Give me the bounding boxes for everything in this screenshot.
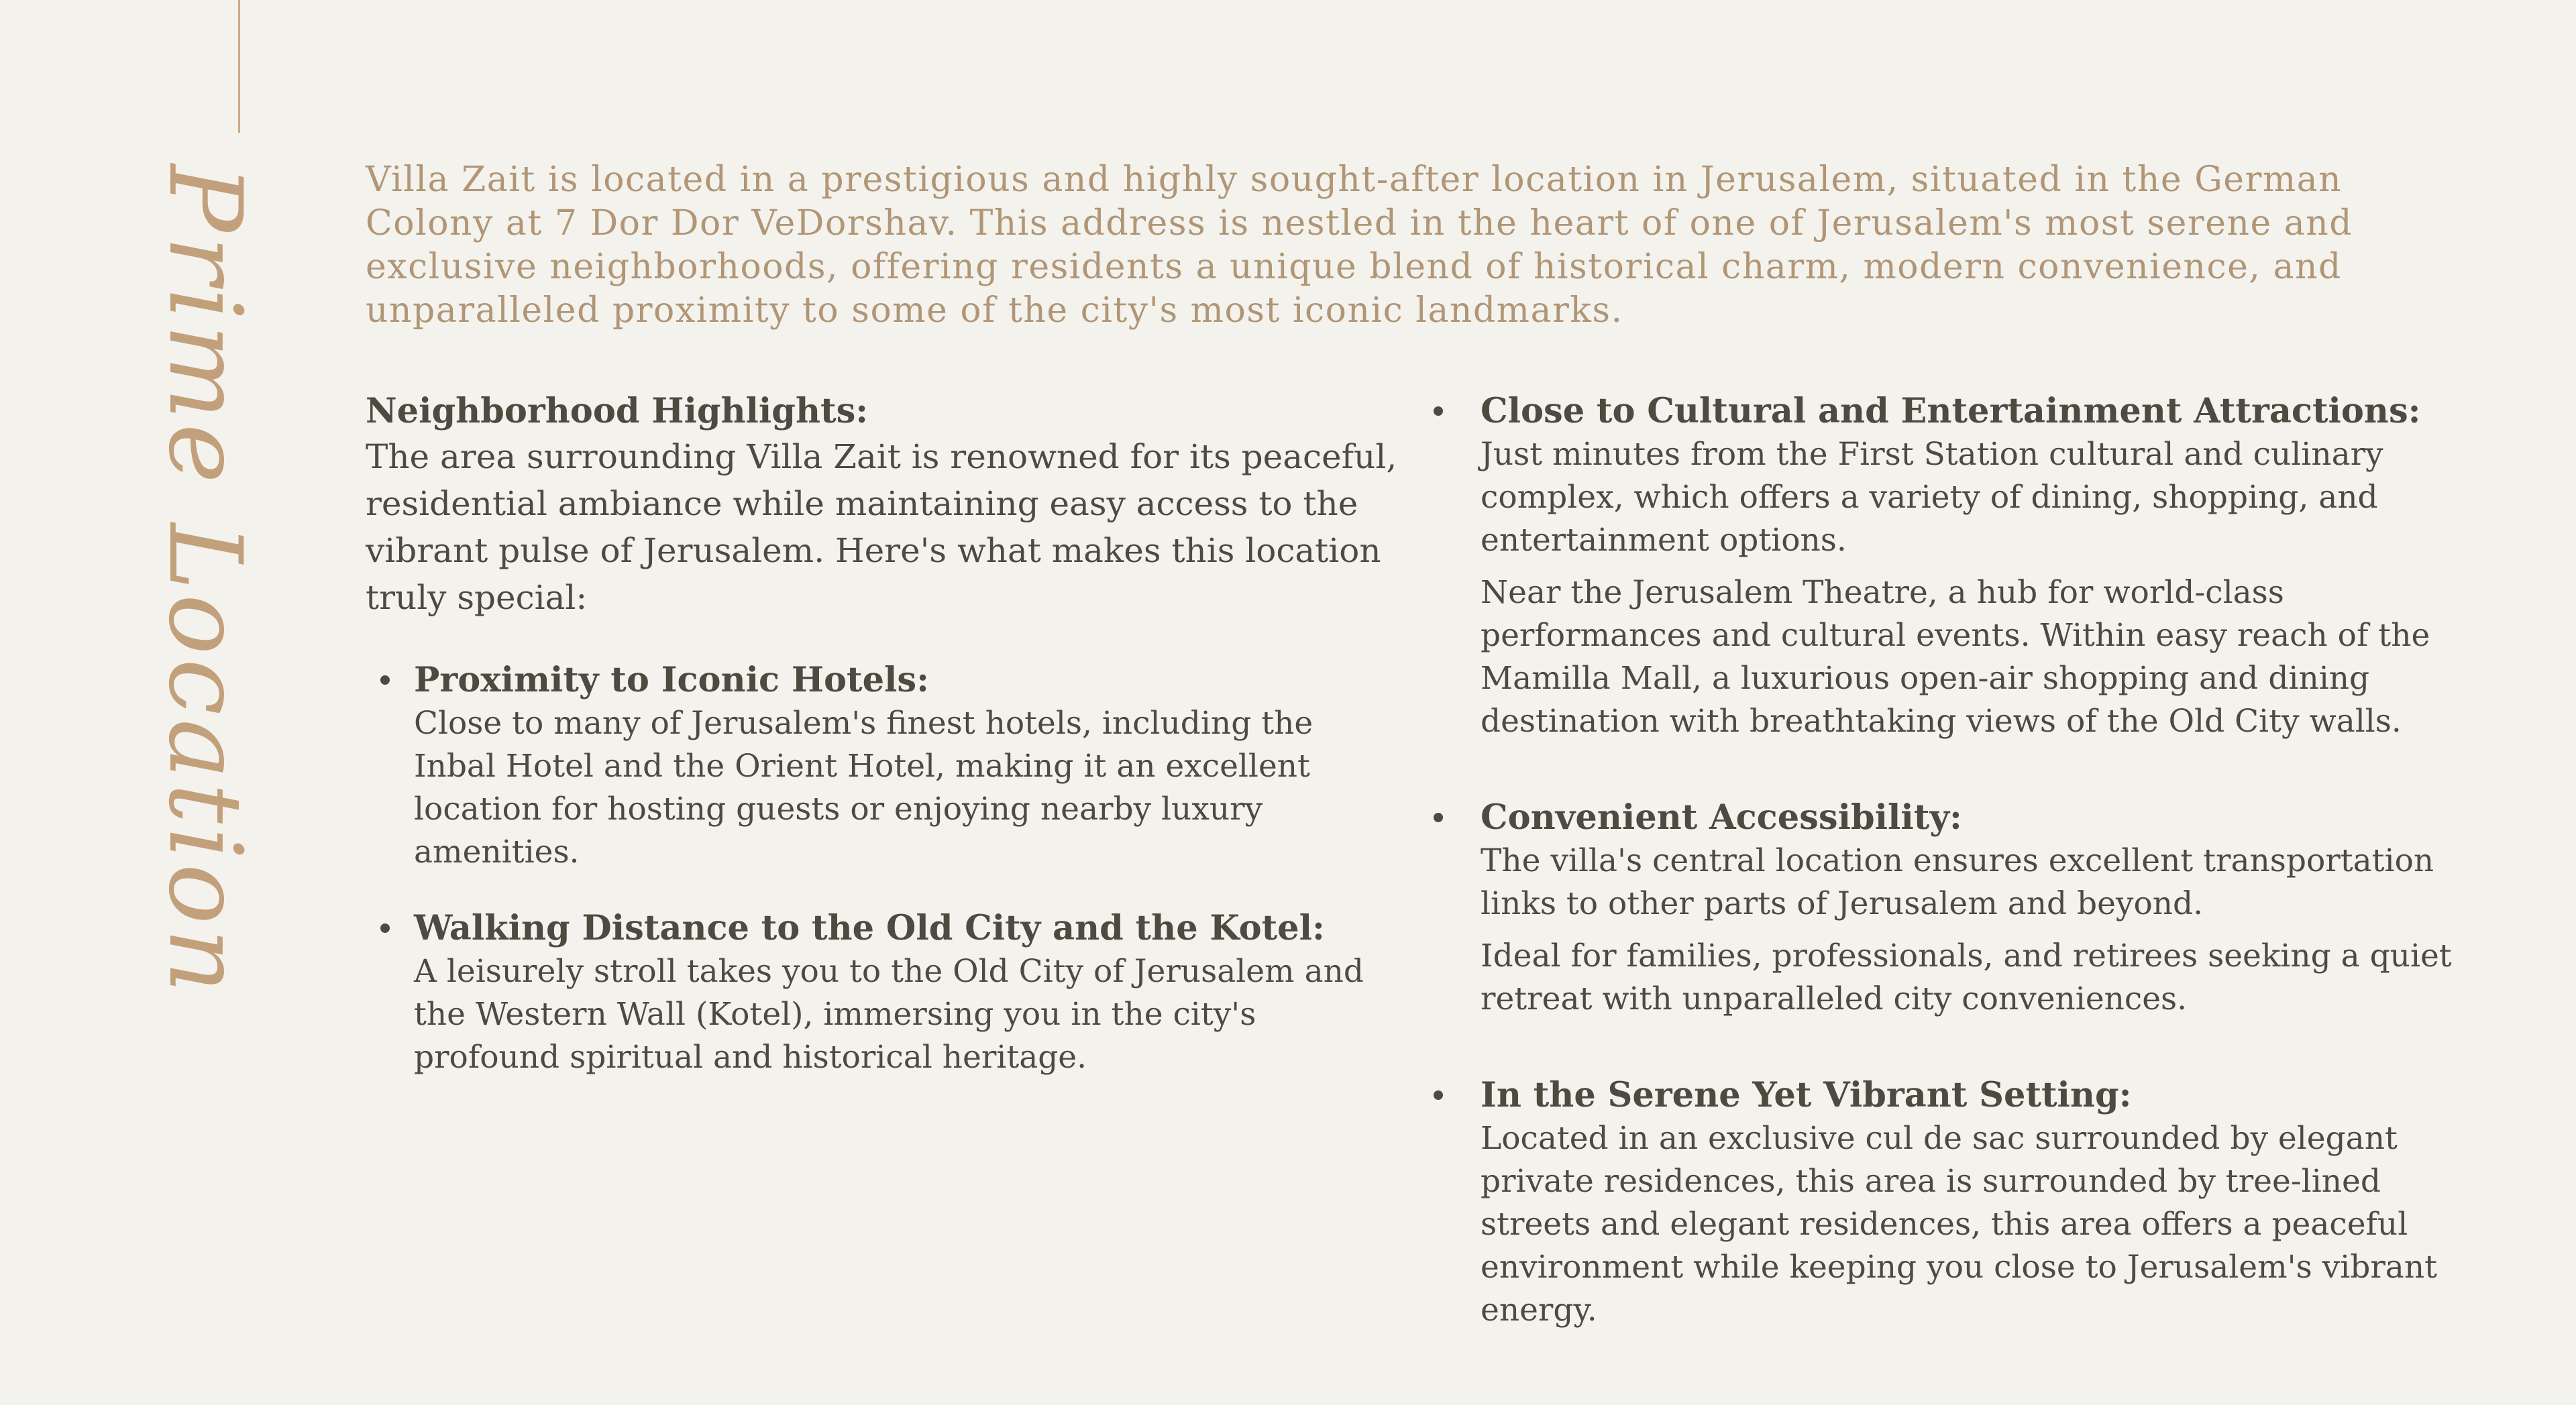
bullet-icon	[1434, 1090, 1443, 1100]
list-item-body: Just minutes from the First Station cultural and culinary complex, which offers a variety of dining, shopping, and entertainment options.	[1481, 436, 2383, 559]
bullet-icon	[380, 923, 390, 933]
list-item-body-secondary: Ideal for families, professionals, and retirees seeking a quiet retreat with unparalleled city conveniences.	[1481, 938, 2452, 1017]
bullet-icon	[380, 675, 390, 685]
decorative-rule	[238, 0, 240, 133]
right-column	[1426, 389, 2485, 1332]
list-item-title: Close to Cultural and Entertainment Attractions:	[1481, 391, 2421, 431]
list-item-body: The villa's central location ensures excellent transportation links to other parts of Jerusalem and beyond.	[1481, 842, 2434, 922]
list-item	[1426, 1073, 2485, 1332]
list-item-body: A leisurely stroll takes you to the Old City of Jerusalem and the Western Wall (Kotel), immersing you in the city's profound spiritual and historical heritage.	[414, 953, 1364, 1076]
bullet-icon	[1434, 406, 1443, 416]
list-item-title: Walking Distance to the Old City and the Kotel:	[414, 908, 1325, 948]
list-item	[366, 906, 1399, 1079]
list-item-body-secondary: Near the Jerusalem Theatre, a hub for world-class performances and cultural events. Within easy reach of the Mamilla Mall, a luxurious open-air shopping and dining destination with breathtaking views of the Old City walls.	[1481, 574, 2430, 740]
list-item-title: Proximity to Iconic Hotels:	[414, 660, 929, 700]
neighborhood-highlights	[366, 389, 1399, 621]
side-title: Prime Location	[146, 164, 263, 997]
list-item-body: Located in an exclusive cul de sac surrounded by elegant private residences, this area is surrounded by tree-lined streets and elegant residences, this area offers a peaceful environment while keeping you close to Jerusalem's vibrant energy.	[1481, 1120, 2437, 1329]
bullet-icon	[1434, 813, 1443, 822]
list-item	[1426, 795, 2485, 1021]
list-item	[1426, 389, 2485, 743]
intro-paragraph: Villa Zait is located in a prestigious and highly sought-after location in Jerusalem, situated in the German Colony at 7 Dor Dor VeDorshav. This address is nestled in the heart of one of Jerusalem's most serene and exclusive neighborhoods, offering residents a unique blend of historical charm, modern convenience, and unparalleled proximity to some of the city's most iconic landmarks.	[366, 160, 2353, 331]
list-item-title: In the Serene Yet Vibrant Setting:	[1481, 1075, 2132, 1115]
list-item-title: Convenient Accessibility:	[1481, 797, 1962, 838]
list-item-body: Close to many of Jerusalem's finest hotels, including the Inbal Hotel and the Orient Hotel, making it an excellent location for hosting guests or enjoying nearby luxury amenities.	[414, 705, 1313, 870]
left-column	[366, 389, 1399, 1079]
highlights-heading: Neighborhood Highlights:	[366, 391, 869, 431]
list-item	[366, 658, 1399, 874]
highlights-text: The area surrounding Villa Zait is renowned for its peaceful, residential ambiance while maintaining easy access to the vibrant pulse of Jerusalem. Here's what makes this location truly special:	[366, 437, 1397, 617]
